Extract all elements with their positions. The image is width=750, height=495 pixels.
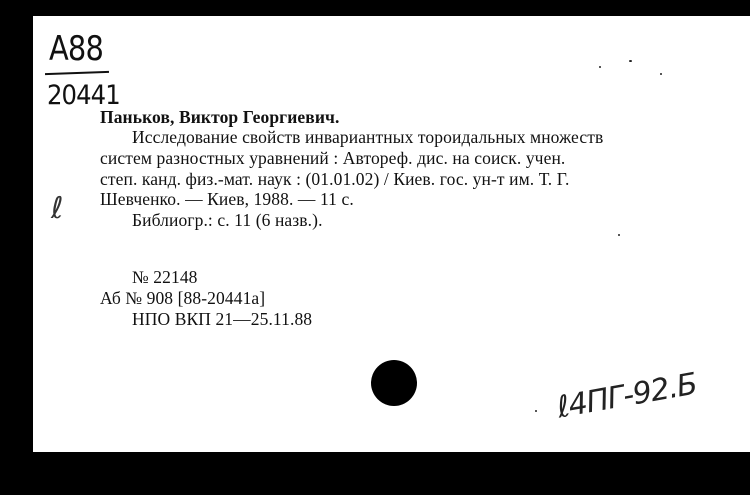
scan-speck (660, 73, 662, 75)
punch-hole (371, 360, 417, 406)
shelfmark-underline (45, 71, 109, 75)
handwritten-signature: ℓ4ПГ-92.Б (554, 366, 700, 426)
bibliography-note: Библиогр.: с. 11 (6 назв.). (132, 210, 323, 230)
author-heading: Паньков, Виктор Георгиевич. (100, 107, 340, 127)
description-line: степ. канд. физ.-мат. наук : (01.01.02) / Киев. гос. ун-т им. Т. Г. (100, 169, 570, 189)
record-number: № 22148 (132, 267, 198, 287)
scan-speck (618, 234, 620, 236)
margin-mark: ℓ (51, 191, 64, 226)
accession-number: Аб № 908 [88-20441а] (100, 288, 266, 308)
shelfmark-top: A88 (49, 29, 104, 69)
catalog-card (33, 16, 750, 452)
scan-speck (599, 66, 601, 68)
description-line: систем разностных уравнений : Автореф. дис. на соиск. учен. (100, 148, 566, 168)
scan-speck (629, 60, 632, 62)
description-line: Исследование свойств инвариантных тороидальных множеств (132, 127, 604, 147)
shelfmark-number: 20441 (47, 80, 120, 111)
printing-note: НПО ВКП 21—25.11.88 (132, 309, 313, 329)
scan-speck (535, 410, 537, 412)
description-line: Шевченко. — Киев, 1988. — 11 с. (100, 189, 354, 209)
